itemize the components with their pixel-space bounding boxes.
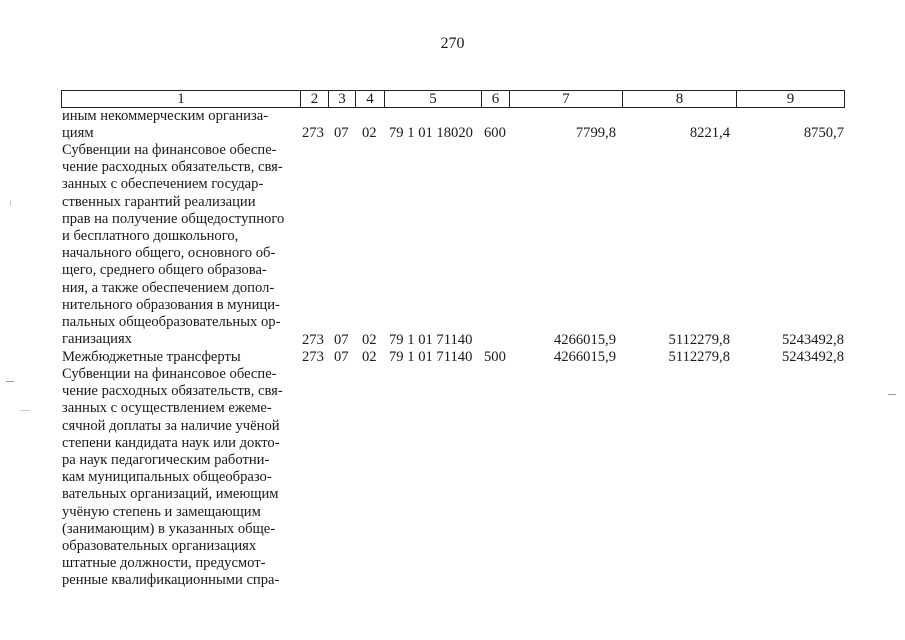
- description-line: кам муниципальных общеобразо-: [62, 469, 272, 486]
- amount-col-7: 7799,8: [575, 125, 616, 141]
- description-line: вательных организаций, имеющим: [62, 486, 279, 503]
- ministry-code: 273: [302, 332, 324, 348]
- description-line: ственных гарантий реализации: [62, 193, 256, 210]
- description-line: иным некоммерческим организа-: [62, 108, 269, 124]
- description-line: учёную степень и замещающим: [62, 503, 261, 520]
- description-line: циям: [62, 125, 94, 142]
- description-line: нительного образования в муници-: [62, 296, 280, 313]
- header-col-1: 1: [61, 90, 300, 108]
- header-col-3: 3: [328, 90, 355, 108]
- amount-col-9: 5243492,8: [781, 332, 844, 348]
- expense-type-code: 500: [484, 349, 506, 365]
- description-line: Межбюджетные трансферты: [62, 349, 241, 365]
- section-code: 07: [334, 349, 349, 365]
- amount-col-7: 4266015,9: [553, 332, 616, 348]
- description-line: чение расходных обязательств, свя-: [62, 383, 283, 400]
- description-block: [62, 142, 299, 348]
- description-line: чение расходных обязательств, свя-: [62, 159, 283, 176]
- target-article-code: 79 1 01 71140: [389, 332, 473, 348]
- scan-mark: [10, 200, 11, 206]
- description-line: начального общего, основного об-: [62, 245, 276, 262]
- description-line: прав на получение общедоступного: [62, 210, 285, 227]
- header-col-7: 7: [509, 90, 622, 108]
- description-line: ра наук педагогическим работни-: [62, 452, 270, 469]
- scan-mark: [888, 394, 896, 395]
- ministry-code: 273: [302, 125, 324, 141]
- description-line: занных с осуществлением ежеме-: [62, 400, 272, 417]
- subsection-code: 02: [362, 332, 377, 348]
- amount-col-8: 8221,4: [689, 125, 730, 141]
- description-line: ния, а также обеспечением допол-: [62, 279, 275, 296]
- description-line: ганизациях: [62, 331, 132, 348]
- subsection-code: 02: [362, 349, 377, 365]
- description-line: и бесплатного дошкольного,: [62, 228, 239, 245]
- description-line: сячной доплаты за наличие учёной: [62, 417, 280, 434]
- header-col-6: 6: [481, 90, 509, 108]
- description-line: степени кандидата наук или докто-: [62, 434, 280, 451]
- table-row: [0, 125, 905, 142]
- scan-mark: [20, 410, 30, 411]
- description-block: [62, 366, 299, 590]
- description-line: Субвенции на финансовое обеспе-: [62, 142, 277, 158]
- description-line: штатные должности, предусмот-: [62, 555, 266, 572]
- target-article-code: 79 1 01 71140: [389, 349, 473, 365]
- subsection-code: 02: [362, 125, 377, 141]
- scan-mark: [6, 381, 14, 382]
- description-line: пальных общеобразовательных ор-: [62, 314, 281, 331]
- amount-col-8: 5112279,8: [668, 349, 730, 365]
- header-col-9: 9: [736, 90, 845, 108]
- ministry-code: 273: [302, 349, 324, 365]
- amount-col-9: 8750,7: [803, 125, 844, 141]
- amount-col-7: 4266015,9: [553, 349, 616, 365]
- header-col-8: 8: [622, 90, 736, 108]
- description-line: (занимающим) в указанных обще-: [62, 520, 276, 537]
- table-row: [0, 349, 905, 366]
- description-line: занных с обеспечением государ-: [62, 176, 264, 193]
- amount-col-8: 5112279,8: [668, 332, 730, 348]
- header-col-5: 5: [384, 90, 481, 108]
- page-number: 270: [440, 35, 465, 52]
- table-row: [0, 332, 905, 349]
- header-col-2: 2: [300, 90, 328, 108]
- expense-type-code: 600: [484, 125, 506, 141]
- amount-col-9: 5243492,8: [781, 349, 844, 365]
- description-line: щего, среднего общего образова-: [62, 262, 267, 279]
- header-col-4: 4: [355, 90, 384, 108]
- description-line: Субвенции на финансовое обеспе-: [62, 366, 277, 382]
- target-article-code: 79 1 01 18020: [389, 125, 473, 141]
- description-line: ренные квалификационными спра-: [62, 572, 280, 589]
- description-line: образовательных организациях: [62, 538, 257, 555]
- section-code: 07: [334, 332, 349, 348]
- section-code: 07: [334, 125, 349, 141]
